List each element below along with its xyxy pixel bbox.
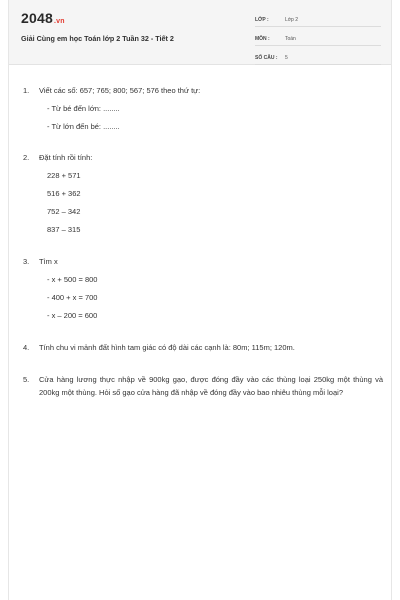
logo-main: 2048 [21,10,53,26]
meta-label-grade: LỚP : [255,17,269,23]
question-number: 4. [23,343,30,352]
question-line: 228 + 571 [47,171,81,180]
question-number: 2. [23,153,30,162]
question-text: Cửa hàng lương thực nhập về 900kg gạo, được đóng đầy vào các thùng loại 250kg một thùng và 200kg một thùng. Hỏi số gạo cửa hàng đã nhập về đóng đầy vào bao nhiêu thùng mỗi loại? [39,375,383,397]
question-1 [23,84,383,131]
question-line: 837 – 315 [47,225,81,234]
question-line: - x + 500 = 800 [47,275,98,284]
logo-suffix: .vn [53,18,65,25]
question-line: 752 – 342 [47,207,81,216]
worksheet-header [9,0,391,65]
question-text: Viết các số: 657; 765; 800; 567; 576 theo thứ tự: [39,86,201,95]
question-5 [23,373,383,399]
site-logo[interactable] [21,10,65,26]
question-line: - Từ lớn đến bé: ........ [47,122,120,131]
meta-table [255,12,381,69]
question-number: 5. [23,375,30,384]
question-line: - 400 + x = 700 [47,293,98,302]
question-4 [23,341,383,354]
meta-label-question-count: SỐ CÂU : [255,55,278,61]
question-number: 1. [23,86,30,95]
meta-label-subject: MÔN : [255,36,270,42]
question-text: Tính chu vi mảnh đất hình tam giác có độ dài các cạnh là: 80m; 115m; 120m. [39,343,295,352]
question-3 [23,255,383,320]
document-title: Giải Cùng em học Toán lớp 2 Tuần 32 - Tiết 2 [21,34,174,43]
meta-row-subject [255,31,381,46]
question-text: Đặt tính rồi tính: [39,153,93,162]
meta-value-subject: Toán [285,36,296,42]
question-line: - Từ bé đến lớn: ........ [47,104,120,113]
worksheet-page [8,0,392,600]
question-2 [23,151,383,234]
meta-row-grade [255,12,381,27]
question-line: 516 + 362 [47,189,81,198]
meta-value-grade: Lớp 2 [285,17,299,23]
meta-row-question-count [255,50,381,65]
question-text: Tìm x [39,257,58,266]
question-line: - x – 200 = 600 [47,311,98,320]
meta-value-question-count: 5 [285,55,288,61]
question-number: 3. [23,257,30,266]
